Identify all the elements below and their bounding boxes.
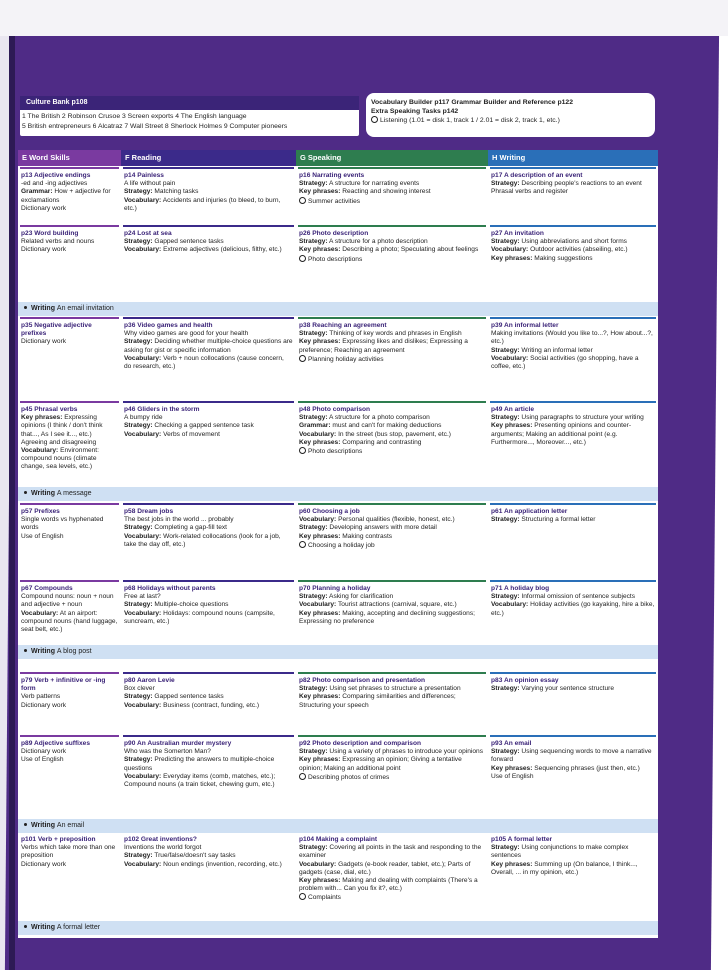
lesson-line: Strategy: Deciding whether multiple-choice questions are asking for gist or specific information <box>124 338 293 354</box>
lesson-title: p38 Reaching an agreement <box>299 322 387 329</box>
lesson-line: Related verbs and nouns <box>21 238 95 246</box>
row-divider <box>298 503 486 505</box>
lesson-line: Strategy: Thinking of key words and phrases in English <box>299 330 462 338</box>
lesson-line: Vocabulary: Personal qualities (flexible, honest, etc.) <box>299 516 455 524</box>
writing-row-label: Writing <box>31 648 57 655</box>
row-divider <box>298 401 486 403</box>
row-divider <box>20 401 119 403</box>
lesson-line: Strategy: Using conjunctions to make complex sentences <box>491 844 629 860</box>
writing-row-label: Writing <box>31 490 57 497</box>
column-header: H Writing <box>488 150 658 166</box>
lesson-cell <box>121 170 296 226</box>
lesson-cell <box>296 738 488 818</box>
lesson-cell <box>121 506 296 569</box>
lesson-line: Use of English <box>21 756 64 764</box>
audio-item: Describing photos of crimes <box>299 773 485 782</box>
lesson-line: Free at last? <box>124 593 161 601</box>
bullet-icon <box>24 491 27 494</box>
lesson-title: p49 An article <box>491 406 534 413</box>
lesson-line-key: Vocabulary: <box>124 196 162 204</box>
lesson-line: Strategy: Checking a gapped sentence task <box>124 422 254 430</box>
lesson-cell <box>121 834 296 924</box>
audio-item: Complaints <box>299 893 485 902</box>
lesson-cell <box>296 583 488 648</box>
lesson-line-key: Strategy: <box>491 844 520 852</box>
row-divider <box>490 735 656 737</box>
row-divider <box>298 167 486 169</box>
bullet-icon <box>24 649 27 652</box>
lesson-cell <box>488 738 658 818</box>
lesson-cell <box>18 738 121 818</box>
lesson-cell <box>296 320 488 400</box>
writing-row-label: Writing <box>31 822 57 829</box>
lesson-line: Why video games are good for your health <box>124 330 249 338</box>
lesson-line: Vocabulary: Holidays: compound nouns (campsite, suncream, etc.) <box>124 609 275 625</box>
lesson-line: Key phrases: Expressing likes and dislikes; Expressing a preference; Reaching an agreement <box>299 338 468 354</box>
lesson-title: p90 An Australian murder mystery <box>124 740 232 747</box>
lesson-title: p46 Gliders in the storm <box>124 406 200 413</box>
lesson-line: Verb patterns <box>21 693 61 701</box>
lesson-line-key: Vocabulary: <box>299 516 337 524</box>
lesson-line-key: Strategy: <box>299 414 328 422</box>
lesson-title: p16 Narrating events <box>299 172 365 179</box>
lesson-line: Vocabulary: Extreme adjectives (delicious, filthy, etc.) <box>124 246 282 254</box>
lesson-line-key: Vocabulary: <box>21 447 59 455</box>
lesson-line: Strategy: Using abbreviations and short forms <box>491 238 627 246</box>
lesson-line: Key phrases: Reacting and showing interest <box>299 188 431 196</box>
lesson-title: p105 A formal letter <box>491 836 553 843</box>
writing-row <box>18 487 658 501</box>
row-divider <box>298 580 486 582</box>
bullet-icon <box>24 925 27 928</box>
lesson-line: Dictionary work <box>21 204 67 212</box>
lesson-cell <box>488 228 658 298</box>
lesson-line: Strategy: A structure for narrating events <box>299 180 420 188</box>
lesson-line-key: Strategy: <box>491 180 520 188</box>
lesson-title: p83 An opinion essay <box>491 677 559 684</box>
lesson-cell <box>296 834 488 924</box>
reference-line: Extra Speaking Tasks p142 <box>371 108 459 115</box>
lesson-line: Strategy: Structuring a formal letter <box>491 516 596 524</box>
writing-row-title: A blog post <box>56 648 92 655</box>
lesson-line: Key phrases: Sequencing phrases (just then, etc.) <box>491 764 640 772</box>
lesson-title: p57 Prefixes <box>21 508 60 515</box>
lesson-line: Grammar: must and can't for making deductions <box>299 422 442 430</box>
lesson-line-key: Strategy: <box>299 330 328 338</box>
lesson-title: p23 Word building <box>21 230 79 237</box>
lesson-title: p93 An email <box>491 740 532 747</box>
lesson-line: Strategy: Matching tasks <box>124 188 199 196</box>
reference-line: Listening (1.01 = disk 1, track 1 / 2.01 = disk 2, track 1, etc.) <box>380 117 560 124</box>
writing-row <box>18 302 658 316</box>
lesson-line-key: Strategy: <box>299 180 328 188</box>
lesson-line: Vocabulary: Accidents and injuries (to bleed, to burn, etc.) <box>124 196 281 212</box>
row-divider <box>20 580 119 582</box>
lesson-line-key: Vocabulary: <box>299 601 337 609</box>
contents-table <box>18 150 658 938</box>
lesson-line: Key phrases: Comparing and contrasting <box>299 438 422 446</box>
lesson-line: -ed and -ing adjectives <box>21 180 88 188</box>
lesson-line-key: Strategy: <box>299 685 328 693</box>
culture-bank-title: Culture Bank p108 <box>20 96 359 110</box>
bullet-icon <box>24 823 27 826</box>
lesson-title: p104 Making a complaint <box>299 836 378 843</box>
lesson-line: Phrasal verbs and register <box>491 188 568 196</box>
lesson-line: Inventions the world forgot <box>124 844 202 852</box>
lesson-line: Strategy: Using sequencing words to move a narrative forward <box>491 748 652 764</box>
lesson-title: p89 Adjective suffixes <box>21 740 91 747</box>
lesson-line: Strategy: Asking for clarification <box>299 593 394 601</box>
lesson-title: p39 An informal letter <box>491 322 559 329</box>
lesson-line-key: Strategy: <box>491 685 520 693</box>
lesson-line: Vocabulary: Work-related collocations (look for a job, take the day off, etc.) <box>124 532 281 548</box>
lesson-line-key: Strategy: <box>124 238 153 246</box>
lesson-line-key: Strategy: <box>491 346 520 354</box>
headphones-icon <box>299 893 306 900</box>
reference-box <box>366 93 655 137</box>
lesson-cell <box>488 834 658 924</box>
lesson-line: Single words vs hyphenated words <box>21 516 104 532</box>
lesson-line-key: Key phrases: <box>299 693 341 701</box>
lesson-line-key: Strategy: <box>124 693 153 701</box>
lesson-line: Verbs which take more than one preposition <box>21 844 116 860</box>
headphones-icon <box>299 255 306 262</box>
lesson-line-key: Vocabulary: <box>124 860 162 868</box>
lesson-line-key: Strategy: <box>124 422 153 430</box>
row-divider <box>490 401 656 403</box>
headphones-icon <box>371 116 378 123</box>
lesson-line: Key phrases: Summing up (On balance, I think..., Overall, ... in my opinion, etc.) <box>491 860 638 876</box>
lesson-line-key: Vocabulary: <box>124 430 162 438</box>
lesson-line-key: Grammar: <box>21 188 53 196</box>
lesson-line-key: Key phrases: <box>491 764 533 772</box>
lesson-line: Strategy: Using set phrases to structure a presentation <box>299 685 461 693</box>
lesson-cell <box>488 320 658 400</box>
lesson-line: Key phrases: Expressing an opinion; Giving a tentative opinion; Making an additional point <box>299 756 462 772</box>
row-divider <box>20 503 119 505</box>
lesson-line: Vocabulary: Verbs of movement <box>124 430 220 438</box>
lesson-line: Strategy: Varying your sentence structure <box>491 685 615 693</box>
lesson-line: Compound nouns: noun + noun and adjective + noun <box>21 593 114 609</box>
lesson-line: Key phrases: Comparing similarities and differences; Structuring your speech <box>299 693 456 709</box>
column-header: F Reading <box>121 150 296 166</box>
lesson-title: p92 Photo description and comparison <box>299 740 422 747</box>
writing-row-title: An email <box>56 822 85 829</box>
lesson-line: Strategy: Informal omission of sentence subjects <box>491 593 636 601</box>
lesson-line: Box clever <box>124 685 155 693</box>
lesson-cell <box>296 506 488 569</box>
lesson-line: Vocabulary: Gadgets (e-book reader, tablet, etc.); Parts of gadgets (case, dial, etc.) <box>299 860 471 876</box>
lesson-line-key: Key phrases: <box>21 414 63 422</box>
row-divider <box>490 317 656 319</box>
lesson-line: Vocabulary: In the street (bus stop, pavement, etc.) <box>299 430 451 438</box>
lesson-line: Dictionary work <box>21 860 67 868</box>
lesson-line: Strategy: Completing a gap-fill text <box>124 524 227 532</box>
lesson-cell <box>18 320 121 400</box>
lesson-line-key: Key phrases: <box>491 422 533 430</box>
row-divider <box>298 735 486 737</box>
lesson-line-key: Key phrases: <box>299 438 341 446</box>
lesson-cell <box>296 675 488 735</box>
lesson-cell <box>121 583 296 648</box>
row-divider <box>20 672 119 674</box>
lesson-line: Vocabulary: Tourist attractions (carnival, square, etc.) <box>299 601 457 609</box>
lesson-line: Vocabulary: Outdoor activities (abseiling, etc.) <box>491 246 628 254</box>
lesson-line-key: Strategy: <box>299 593 328 601</box>
lesson-title: p14 Painless <box>124 172 164 179</box>
lesson-cell <box>488 170 658 226</box>
lesson-line-key: Key phrases: <box>299 756 341 764</box>
lesson-line: A bumpy ride <box>124 414 163 422</box>
lesson-line: Strategy: A structure for a photo description <box>299 238 428 246</box>
lesson-cell <box>18 404 121 482</box>
lesson-line-key: Strategy: <box>299 238 328 246</box>
book-spine <box>9 30 15 970</box>
lesson-title: p60 Choosing a job <box>299 508 360 515</box>
writing-row-title: An email invitation <box>56 305 114 312</box>
lesson-line-key: Key phrases: <box>491 254 533 262</box>
lesson-title: p68 Holidays without parents <box>124 585 216 592</box>
headphones-icon <box>299 447 306 454</box>
lesson-line-key: Strategy: <box>491 748 520 756</box>
lesson-line-key: Strategy: <box>491 238 520 246</box>
lesson-line: Strategy: Developing answers with more detail <box>299 524 437 532</box>
writing-row-title: A formal letter <box>56 924 101 931</box>
reference-line: Vocabulary Builder p117 Grammar Builder and Reference p122 <box>371 99 573 106</box>
column-header: E Word Skills <box>18 150 121 166</box>
lesson-title: p24 Lost at sea <box>124 230 172 237</box>
lesson-line: Use of English <box>21 532 64 540</box>
lesson-line-key: Vocabulary: <box>299 860 337 868</box>
lesson-line-key: Key phrases: <box>299 532 341 540</box>
lesson-line: Strategy: Writing an informal letter <box>491 346 593 354</box>
lesson-title: p71 A holiday blog <box>491 585 550 592</box>
lesson-cell <box>488 404 658 482</box>
row-divider <box>298 317 486 319</box>
headphones-icon <box>299 773 306 780</box>
lesson-cell <box>121 738 296 818</box>
lesson-cell <box>488 583 658 648</box>
lesson-line: A life without pain <box>124 180 176 188</box>
row-divider <box>20 167 119 169</box>
lesson-cell <box>121 228 296 298</box>
lesson-title: p45 Phrasal verbs <box>21 406 78 413</box>
lesson-line: Strategy: Gapped sentence tasks <box>124 693 224 701</box>
headphones-icon <box>299 355 306 362</box>
culture-bank-line: 5 British entrepreneurs 6 Alcatraz 7 Wall Street 8 Sherlock Holmes 9 Computer pioneers <box>22 123 288 130</box>
lesson-title: p58 Dream jobs <box>124 508 174 515</box>
writing-row-label: Writing <box>31 924 57 931</box>
lesson-cell <box>296 404 488 482</box>
lesson-line-key: Key phrases: <box>299 188 341 196</box>
lesson-line-key: Vocabulary: <box>491 246 529 254</box>
lesson-cell <box>488 675 658 735</box>
lesson-line-key: Vocabulary: <box>124 609 162 617</box>
lesson-line: Strategy: Using a variety of phrases to introduce your opinions <box>299 748 483 756</box>
lesson-line: Strategy: Multiple-choice questions <box>124 601 229 609</box>
row-divider <box>490 580 656 582</box>
lesson-line: Dictionary work <box>21 748 67 756</box>
lesson-line-key: Key phrases: <box>299 877 341 885</box>
lesson-title: p61 An application letter <box>491 508 568 515</box>
lesson-line-key: Key phrases: <box>299 609 341 617</box>
top-margin <box>0 0 728 36</box>
lesson-title: p17 A description of an event <box>491 172 583 179</box>
lesson-line: Dictionary work <box>21 701 67 709</box>
lesson-line-key: Key phrases: <box>491 860 533 868</box>
lesson-cell <box>121 404 296 482</box>
row-divider <box>123 401 294 403</box>
lesson-line: Vocabulary: Verb + noun collocations (cause concern, do research, etc.) <box>124 354 284 371</box>
writing-row-title: A message <box>56 490 92 497</box>
lesson-line: Key phrases: Making suggestions <box>491 254 593 262</box>
lesson-title: p36 Video games and health <box>124 322 213 329</box>
lesson-line-key: Strategy: <box>124 756 153 764</box>
lesson-line-key: Strategy: <box>124 601 153 609</box>
lesson-line-key: Vocabulary: <box>491 601 529 609</box>
row-divider <box>123 672 294 674</box>
row-divider <box>123 735 294 737</box>
lesson-cell <box>18 834 121 924</box>
lesson-title: p82 Photo comparison and presentation <box>299 677 426 684</box>
column-header: G Speaking <box>296 150 488 166</box>
lesson-title: p102 Great inventions? <box>124 836 197 843</box>
lesson-line-key: Vocabulary: <box>124 532 162 540</box>
lesson-cell <box>18 506 121 569</box>
row-divider <box>123 317 294 319</box>
audio-item: Choosing a holiday job <box>299 541 485 550</box>
lesson-line: Vocabulary: Everyday items (comb, matches, etc.); Compound nouns (a train ticket, chewing gum, etc.) <box>124 772 276 789</box>
lesson-line: Vocabulary: Social activities (go shopping, have a coffee, etc.) <box>491 354 639 371</box>
writing-row-label: Writing <box>31 305 57 312</box>
lesson-line-key: Strategy: <box>299 748 328 756</box>
row-divider <box>123 503 294 505</box>
lesson-line: Making invitations (Would you like to...?, How about...?, etc.) <box>491 330 653 346</box>
lesson-line-key: Strategy: <box>124 852 153 860</box>
lesson-cell <box>18 170 121 226</box>
lesson-line-key: Vocabulary: <box>124 772 162 780</box>
lesson-line: Strategy: True/false/doesn't say tasks <box>124 852 236 860</box>
lesson-line-key: Strategy: <box>124 338 153 346</box>
row-divider <box>20 317 119 319</box>
lesson-title: p101 Verb + preposition <box>21 836 96 843</box>
lesson-line: Agreeing and disagreeing <box>21 438 97 446</box>
audio-item: Summer activities <box>299 197 485 206</box>
lesson-line: Vocabulary: Business (contract, funding, etc.) <box>124 701 260 709</box>
row-divider <box>490 167 656 169</box>
lesson-line: Who was the Somerton Man? <box>124 748 211 756</box>
lesson-line: Vocabulary: Holiday activities (go kayaking, hire a bike, etc.) <box>491 601 655 617</box>
headphones-icon <box>299 197 306 204</box>
audio-item: Photo descriptions <box>299 255 485 264</box>
lesson-line-key: Vocabulary: <box>491 354 529 362</box>
audio-item: Photo descriptions <box>299 447 485 456</box>
lesson-title: p27 An invitation <box>491 230 544 237</box>
lesson-line-key: Vocabulary: <box>124 354 162 362</box>
lesson-line: Strategy: Gapped sentence tasks <box>124 238 224 246</box>
row-divider <box>123 167 294 169</box>
lesson-line-key: Vocabulary: <box>299 430 337 438</box>
culture-bank-line: 1 The British 2 Robinson Crusoe 3 Screen exports 4 The English language <box>22 113 247 120</box>
lesson-line: Vocabulary: Environment: compound nouns (climate change, sea levels, etc.) <box>21 447 99 471</box>
lesson-cell <box>121 675 296 735</box>
lesson-line-key: Strategy: <box>124 188 153 196</box>
bullet-icon <box>24 306 27 309</box>
lesson-title: p70 Planning a holiday <box>299 585 371 592</box>
lesson-title: p48 Photo comparison <box>299 406 371 413</box>
lesson-line-key: Strategy: <box>491 516 520 524</box>
audio-item: Planning holiday activities <box>299 355 485 364</box>
lesson-line-key: Key phrases: <box>299 338 341 346</box>
lesson-cell <box>488 506 658 569</box>
lesson-line: Key phrases: Making and dealing with complaints (There's a problem with... Can you fix it?, etc.) <box>299 877 478 893</box>
lesson-title: p67 Compounds <box>21 585 73 592</box>
lesson-title: p35 Negative adjective prefixes <box>21 322 92 338</box>
lesson-line: Strategy: Describing people's reactions to an event <box>491 180 642 188</box>
lesson-line-key: Strategy: <box>299 524 328 532</box>
lesson-line-key: Strategy: <box>491 593 520 601</box>
lesson-line: Strategy: A structure for a photo comparison <box>299 414 430 422</box>
lesson-cell <box>296 228 488 298</box>
lesson-line: Grammar: How + adjective for exclamations <box>21 188 111 204</box>
lesson-line: Use of English <box>491 772 534 780</box>
lesson-line: Key phrases: Presenting opinions and counter-arguments; Making an additional point (e.g. Furthermore..., Moreover..., etc.) <box>491 422 632 446</box>
row-divider <box>20 735 119 737</box>
lesson-line-key: Vocabulary: <box>21 609 59 617</box>
lesson-line: Strategy: Covering all points in the task and responding to the examiner <box>299 844 482 860</box>
lesson-cell <box>18 675 121 735</box>
lesson-cell <box>121 320 296 400</box>
lesson-line-key: Strategy: <box>299 844 328 852</box>
lesson-line: Key phrases: Describing a photo; Speculating about feelings <box>299 246 479 254</box>
lesson-line-key: Key phrases: <box>299 246 341 254</box>
row-divider <box>490 503 656 505</box>
row-divider <box>298 672 486 674</box>
lesson-line: Dictionary work <box>21 338 67 346</box>
reference-listening <box>371 116 650 125</box>
lesson-line: Key phrases: Making, accepting and declining suggestions; Expressing no preference <box>299 609 475 625</box>
lesson-line: Strategy: Predicting the answers to multiple-choice questions <box>124 756 275 772</box>
lesson-title: p79 Verb + infinitive or -ing form <box>21 677 106 693</box>
lesson-title: p13 Adjective endings <box>21 172 91 179</box>
lesson-line: The best jobs in the world ... probably <box>124 516 234 524</box>
lesson-line: Vocabulary: At an airport: compound nouns (hand luggage, seat belt, etc.) <box>21 609 118 634</box>
writing-row <box>18 819 658 833</box>
lesson-cell <box>18 228 121 298</box>
lesson-line: Strategy: Using paragraphs to structure your writing <box>491 414 644 422</box>
lesson-line: Key phrases: Expressing opinions (I think / don't think that..., As I see it..., etc.) <box>21 414 103 438</box>
lesson-line-key: Vocabulary: <box>124 246 162 254</box>
lesson-line-key: Strategy: <box>124 524 153 532</box>
lesson-line: Vocabulary: Noun endings (invention, recording, etc.) <box>124 860 282 868</box>
lesson-line: Key phrases: Making contrasts <box>299 532 393 540</box>
lesson-cell <box>296 170 488 226</box>
lesson-cell <box>18 583 121 648</box>
lesson-line-key: Vocabulary: <box>124 701 162 709</box>
row-divider <box>123 580 294 582</box>
row-divider <box>490 672 656 674</box>
headphones-icon <box>299 541 306 548</box>
lesson-line: Dictionary work <box>21 246 67 254</box>
lesson-line-key: Strategy: <box>491 414 520 422</box>
lesson-title: p80 Aaron Levie <box>124 677 175 684</box>
lesson-title: p26 Photo description <box>299 230 369 237</box>
lesson-line-key: Grammar: <box>299 422 331 430</box>
